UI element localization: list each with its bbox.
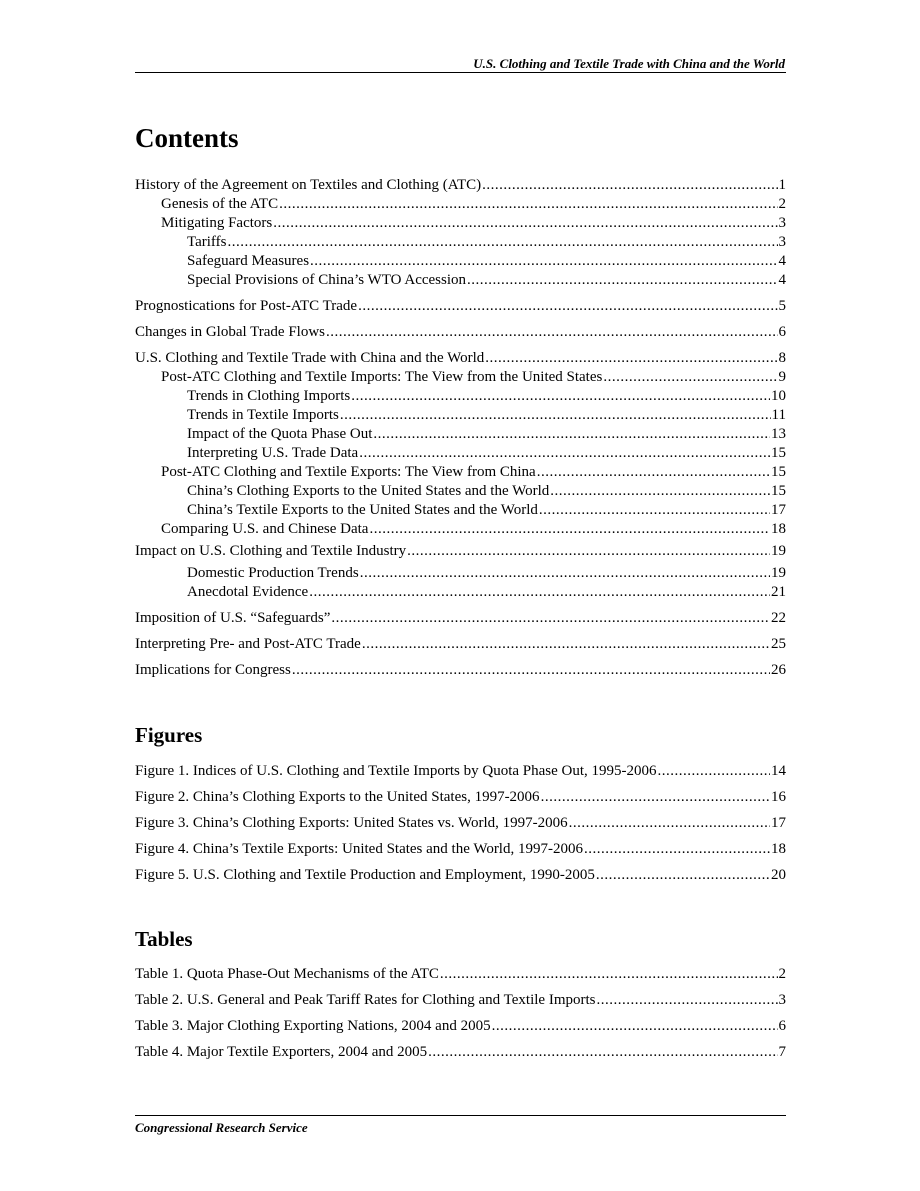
dot-leader — [331, 609, 770, 628]
toc-entry[interactable] — [135, 609, 786, 628]
toc-entry-page: 15 — [771, 464, 786, 480]
spacer — [135, 833, 786, 840]
toc-entry[interactable] — [135, 564, 786, 583]
spacer — [135, 807, 786, 814]
dot-leader — [541, 788, 770, 807]
dot-leader — [658, 762, 770, 781]
toc-entry-title: Mitigating Factors — [161, 215, 273, 231]
toc-entry[interactable] — [135, 520, 786, 539]
toc-entry-page: 3 — [778, 234, 786, 250]
toc-entry[interactable] — [135, 349, 786, 368]
toc-entry[interactable] — [135, 501, 786, 520]
table-entry-title: Table 3. Major Clothing Exporting Nations, 2004 and 2005 — [135, 1018, 491, 1034]
table-entry[interactable] — [135, 991, 786, 1010]
tables-list — [135, 965, 786, 1062]
toc-entry[interactable] — [135, 252, 786, 271]
spacer — [135, 290, 786, 297]
spacer — [135, 602, 786, 609]
toc-entry[interactable] — [135, 635, 786, 654]
dot-leader — [537, 463, 770, 482]
toc-entry[interactable] — [135, 214, 786, 233]
figures-list — [135, 762, 786, 885]
toc-entry-page: 10 — [771, 388, 786, 404]
dot-leader — [428, 1043, 777, 1062]
toc-entry-page: 4 — [778, 253, 786, 269]
toc-entry-page: 15 — [771, 483, 786, 499]
toc-entry-page: 21 — [771, 584, 786, 600]
toc-entry-page: 3 — [778, 215, 786, 231]
toc-entry-title: History of the Agreement on Textiles and Clothing (ATC) — [135, 177, 482, 193]
figure-entry[interactable] — [135, 788, 786, 807]
footer-rule — [135, 1115, 786, 1116]
toc-entry-page: 8 — [778, 350, 786, 366]
figure-entry-page: 16 — [771, 789, 786, 805]
dot-leader — [228, 233, 778, 252]
contents-heading: Contents — [135, 123, 239, 153]
spacer — [135, 342, 786, 349]
figure-entry[interactable] — [135, 762, 786, 781]
table-entry-title: Table 4. Major Textile Exporters, 2004 and 2005 — [135, 1044, 428, 1060]
toc-entry-title: Tariffs — [187, 234, 227, 250]
toc-entry-page: 26 — [771, 662, 786, 678]
dot-leader — [310, 252, 777, 271]
toc-entry-page: 22 — [771, 610, 786, 626]
toc-entry-title: Impact of the Quota Phase Out — [187, 426, 373, 442]
figure-entry-page: 20 — [771, 867, 786, 883]
toc-entry-title: Imposition of U.S. “Safeguards” — [135, 610, 331, 626]
figure-entry[interactable] — [135, 814, 786, 833]
dot-leader — [550, 482, 770, 501]
toc-entry[interactable] — [135, 233, 786, 252]
spacer — [135, 1036, 786, 1043]
dot-leader — [539, 501, 770, 520]
toc-entry[interactable] — [135, 542, 786, 561]
dot-leader — [485, 349, 777, 368]
dot-leader — [351, 387, 770, 406]
table-entry-page: 3 — [778, 992, 786, 1008]
toc-entry-page: 6 — [778, 324, 786, 340]
toc-entry-title: Safeguard Measures — [187, 253, 310, 269]
dot-leader — [482, 176, 777, 195]
toc-entry[interactable] — [135, 195, 786, 214]
toc-entry-page: 19 — [771, 565, 786, 581]
spacer — [135, 859, 786, 866]
dot-leader — [373, 425, 770, 444]
toc-entry-page: 13 — [771, 426, 786, 442]
toc-entry-title: Impact on U.S. Clothing and Textile Industry — [135, 543, 407, 559]
spacer — [135, 628, 786, 635]
dot-leader — [273, 214, 777, 233]
toc-entry[interactable] — [135, 176, 786, 195]
table-entry-title: Table 1. Quota Phase-Out Mechanisms of the ATC — [135, 966, 439, 982]
table-entry[interactable] — [135, 1043, 786, 1062]
dot-leader — [360, 564, 770, 583]
toc-entry[interactable] — [135, 323, 786, 342]
dot-leader — [340, 406, 771, 425]
figures-heading: Figures — [135, 723, 203, 747]
toc-entry-title: Comparing U.S. and Chinese Data — [161, 521, 369, 537]
dot-leader — [569, 814, 770, 833]
dot-leader — [584, 840, 770, 859]
header-rule — [135, 72, 786, 73]
spacer — [135, 984, 786, 991]
dot-leader — [407, 542, 770, 561]
toc-entry-page: 4 — [778, 272, 786, 288]
dot-leader — [596, 866, 770, 885]
toc-entry-page: 25 — [771, 636, 786, 652]
toc-entry-title: Special Provisions of China’s WTO Accession — [187, 272, 467, 288]
toc-entry[interactable] — [135, 406, 786, 425]
figure-entry-page: 14 — [771, 763, 786, 779]
dot-leader — [369, 520, 770, 539]
toc-entry-title: Prognostications for Post-ATC Trade — [135, 298, 358, 314]
dot-leader — [440, 965, 778, 984]
dot-leader — [326, 323, 777, 342]
toc-entry-title: Implications for Congress — [135, 662, 291, 678]
contents-list — [135, 176, 786, 680]
figure-entry[interactable] — [135, 840, 786, 859]
figure-entry-title: Figure 3. China’s Clothing Exports: United States vs. World, 1997-2006 — [135, 815, 568, 831]
figure-entry-title: Figure 1. Indices of U.S. Clothing and Textile Imports by Quota Phase Out, 1995-2006 — [135, 763, 657, 779]
dot-leader — [492, 1017, 778, 1036]
toc-entry-page: 18 — [771, 521, 786, 537]
table-entry-page: 7 — [778, 1044, 786, 1060]
figure-entry-title: Figure 2. China’s Clothing Exports to the United States, 1997-2006 — [135, 789, 540, 805]
toc-entry-title: Trends in Clothing Imports — [187, 388, 351, 404]
dot-leader — [603, 368, 777, 387]
toc-entry-page: 5 — [778, 298, 786, 314]
toc-entry-title: Changes in Global Trade Flows — [135, 324, 326, 340]
tables-heading: Tables — [135, 927, 193, 951]
toc-entry-title: Anecdotal Evidence — [187, 584, 309, 600]
toc-entry-title: U.S. Clothing and Textile Trade with China and the World — [135, 350, 485, 366]
running-header-title: U.S. Clothing and Textile Trade with China and the World — [473, 56, 785, 71]
table-entry-page: 6 — [778, 1018, 786, 1034]
spacer — [135, 781, 786, 788]
toc-entry[interactable] — [135, 661, 786, 680]
toc-entry-title: Interpreting Pre- and Post-ATC Trade — [135, 636, 361, 652]
toc-entry[interactable] — [135, 444, 786, 463]
toc-entry[interactable] — [135, 297, 786, 316]
figure-entry-title: Figure 4. China’s Textile Exports: United States and the World, 1997-2006 — [135, 841, 583, 857]
figure-entry-title: Figure 5. U.S. Clothing and Textile Production and Employment, 1990-2005 — [135, 867, 595, 883]
dot-leader — [358, 297, 777, 316]
dot-leader — [292, 661, 770, 680]
toc-entry-page: 2 — [778, 196, 786, 212]
toc-entry-title: Post-ATC Clothing and Textile Exports: The View from China — [161, 464, 536, 480]
dot-leader — [467, 271, 777, 290]
toc-entry-title: China’s Textile Exports to the United States and the World — [187, 502, 538, 518]
figure-entry[interactable] — [135, 866, 786, 885]
table-entry-page: 2 — [778, 966, 786, 982]
toc-entry-title: China’s Clothing Exports to the United States and the World — [187, 483, 550, 499]
toc-entry-page: 15 — [771, 445, 786, 461]
toc-entry[interactable] — [135, 482, 786, 501]
toc-entry-title: Post-ATC Clothing and Textile Imports: The View from the United States — [161, 369, 603, 385]
toc-entry[interactable] — [135, 463, 786, 482]
toc-entry-page: 1 — [778, 177, 786, 193]
figure-entry-page: 17 — [771, 815, 786, 831]
footer-publisher: Congressional Research Service — [135, 1120, 308, 1135]
figure-entry-page: 18 — [771, 841, 786, 857]
dot-leader — [309, 583, 770, 602]
table-entry-title: Table 2. U.S. General and Peak Tariff Rates for Clothing and Textile Imports — [135, 992, 596, 1008]
toc-entry-page: 17 — [771, 502, 786, 518]
toc-entry-page: 11 — [771, 407, 786, 423]
toc-entry-title: Domestic Production Trends — [187, 565, 359, 581]
spacer — [135, 1010, 786, 1017]
table-entry[interactable] — [135, 1017, 786, 1036]
toc-entry-title: Interpreting U.S. Trade Data — [187, 445, 359, 461]
toc-entry[interactable] — [135, 425, 786, 444]
toc-entry[interactable] — [135, 387, 786, 406]
toc-entry-title: Genesis of the ATC — [161, 196, 279, 212]
toc-entry-page: 19 — [771, 543, 786, 559]
dot-leader — [279, 195, 777, 214]
toc-entry[interactable] — [135, 583, 786, 602]
table-entry[interactable] — [135, 965, 786, 984]
toc-entry[interactable] — [135, 271, 786, 290]
dot-leader — [597, 991, 778, 1010]
toc-entry-page: 9 — [778, 369, 786, 385]
toc-entry[interactable] — [135, 368, 786, 387]
dot-leader — [359, 444, 770, 463]
spacer — [135, 654, 786, 661]
dot-leader — [362, 635, 770, 654]
spacer — [135, 316, 786, 323]
toc-entry-title: Trends in Textile Imports — [187, 407, 339, 423]
